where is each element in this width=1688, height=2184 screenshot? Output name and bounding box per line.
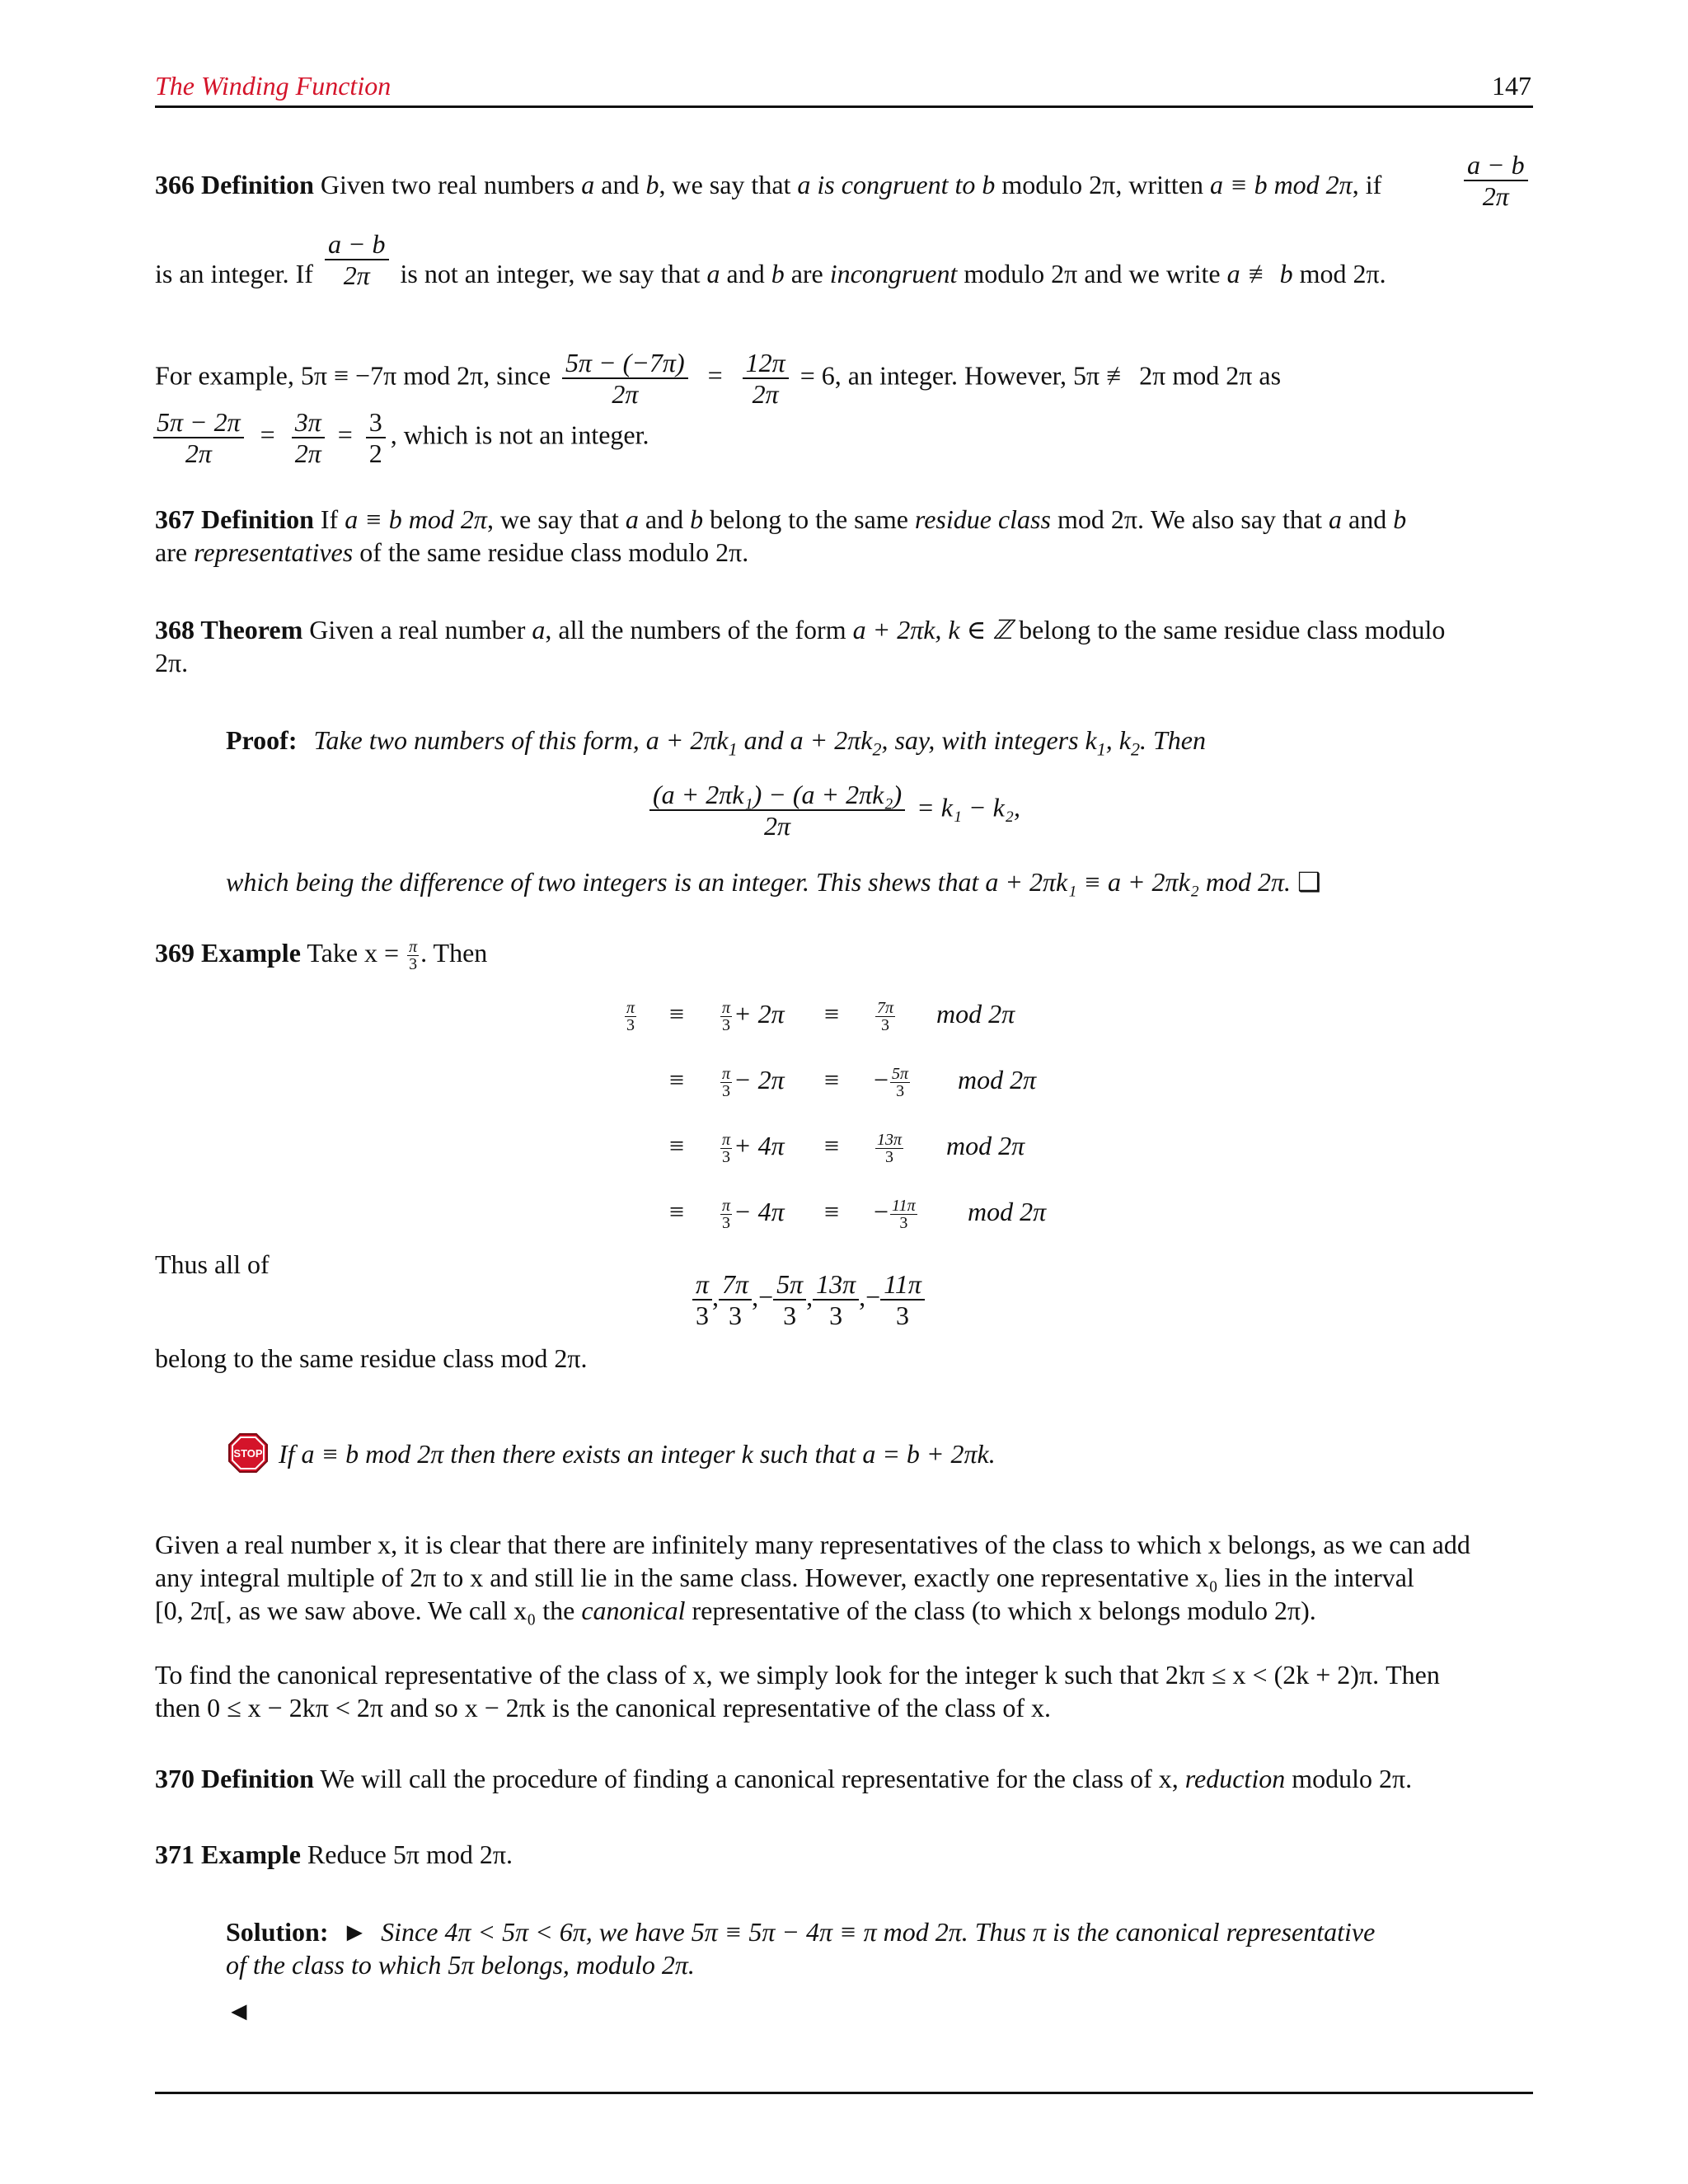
solution-label: Solution: [226, 1917, 329, 1947]
frac-denominator: 2π [1482, 181, 1509, 211]
frac-numerator: 11π [880, 1269, 925, 1301]
frac-denominator: 2π [343, 260, 370, 290]
def366-text: , we say that [659, 170, 798, 199]
equiv-sign: ≡ [669, 1197, 685, 1226]
eq-row-rhs [874, 1063, 912, 1099]
solution-text: of the class to which 5π belongs, modulo 2π. [226, 1950, 695, 1980]
eq-row-mod: mod 2π [936, 999, 1015, 1029]
comma: , [752, 1282, 759, 1312]
frac-denominator: 3 [899, 1214, 908, 1233]
proof-label: Proof: [226, 725, 298, 755]
var-b: b [645, 170, 659, 199]
frac-denominator: 3 [829, 1301, 843, 1330]
sign: − [865, 1282, 881, 1312]
frac-denominator: 3 [626, 1016, 635, 1035]
subscript: 1 [1096, 738, 1106, 760]
def367-label: 367 Definition [155, 504, 314, 534]
para1-line3 [155, 1594, 1316, 1627]
thm368-line1 [155, 613, 1445, 646]
triangle-left-icon: ◄ [226, 1996, 252, 2026]
proof-line1 [226, 724, 1206, 766]
frac-denominator: 2π [752, 379, 779, 409]
ex369-text: Take x = [300, 938, 406, 968]
frac-numerator: π [722, 1197, 731, 1216]
equals-sign: = [260, 419, 275, 450]
frac-numerator: 5π [773, 1269, 806, 1301]
frac-numerator: 12π [743, 348, 789, 379]
var-b: b [690, 504, 704, 534]
frac-numerator: (a + 2πk₁) − (a + 2πk₂) [649, 780, 905, 811]
example1-line2 [148, 407, 649, 468]
para1-line1: Given a real number x, it is clear that there are infinitely many representatives of the class to which x belongs, as we can add [155, 1530, 1470, 1559]
eq-row-mid [719, 1195, 785, 1231]
def366-label: 366 Definition [155, 170, 314, 199]
eq-row-rhs [874, 1129, 905, 1165]
frac-denominator: 3 [722, 1016, 731, 1035]
frac-numerator: π [722, 1131, 731, 1150]
example1-text: = 6, an integer. However, 5π ≢ 2π mod 2π as [799, 360, 1282, 391]
stop-sign-label: STOP [233, 1447, 263, 1460]
var-b: b [771, 259, 785, 288]
sign: − [758, 1282, 774, 1312]
def366-text: modulo 2π and we write [957, 259, 1227, 288]
frac-denominator: 2π [294, 438, 321, 468]
eq-row-rhs [874, 1195, 919, 1231]
def367-formula: a ≡ b mod 2π [345, 504, 487, 534]
frac-numerator: a − b [1464, 150, 1528, 181]
var-a: a [625, 504, 639, 534]
frac-denominator: 3 [696, 1301, 710, 1330]
def367-line2 [155, 536, 748, 569]
eq-row-mid-add: − 4π [734, 1197, 785, 1226]
def367-line1 [155, 503, 1406, 536]
equiv-sign: ≡ [824, 1197, 840, 1226]
proof-text-part: and a + 2πk [737, 725, 873, 755]
frac-denominator: 2π [764, 811, 791, 841]
def366-text: is an integer. If [155, 259, 313, 288]
def366-text: and [720, 259, 771, 288]
thm368-label: 368 Theorem [155, 615, 303, 644]
para2-line2: then 0 ≤ x − 2kπ < 2π and so x − 2πk is the canonical representative of the class of x. [155, 1693, 1052, 1722]
equiv-sign: ≡ [669, 1065, 685, 1094]
frac-numerator: 11π [892, 1197, 916, 1216]
eq-row-mod: mod 2π [958, 1065, 1037, 1094]
frac-numerator: 5π − (−7π) [562, 348, 688, 379]
residue-class-term: residue class [914, 504, 1051, 534]
reduction-term: reduction [1184, 1764, 1286, 1793]
def367-text: and [638, 504, 691, 534]
thm368-text: belong to the same residue class modulo [1012, 615, 1446, 644]
frac-denominator: 2 [368, 438, 382, 468]
running-header-title: The Winding Function [155, 71, 392, 101]
thm368-text: , all the numbers of the form [545, 615, 853, 644]
def367-text: of the same residue class modulo 2π. [353, 537, 749, 567]
eq-row-mid-add: + 2π [734, 999, 785, 1029]
comma: , [859, 1282, 866, 1312]
stop-note-text [279, 1437, 996, 1470]
thus-all-of: Thus all of [155, 1249, 270, 1279]
def366-text: , if [1352, 170, 1382, 199]
comma: , [806, 1282, 814, 1312]
equiv-sign: ≡ [824, 1131, 840, 1160]
eq-row-mid [719, 1063, 785, 1099]
thm368-line2: 2π. [155, 648, 189, 677]
frac-denominator: 3 [885, 1148, 894, 1167]
frac-numerator: 5π [892, 1065, 909, 1084]
proof-display-equation [645, 780, 1020, 841]
frac-denominator: 3 [783, 1301, 797, 1330]
frac-denominator: 3 [722, 1148, 731, 1167]
example1-line1 [155, 348, 1281, 409]
proof-conclusion-text: which being the difference of two integers is an integer. This shews that a + 2πk₁ ≡ a + 2πk₂ mod 2π. [226, 867, 1292, 897]
para2-line1: To find the canonical representative of the class of x, we simply look for the integer k such that 2kπ ≤ x < (2k + 2)π. Then [155, 1660, 1440, 1690]
thm368-text: Given a real number [302, 615, 532, 644]
eq-row-mid-add: + 4π [734, 1131, 785, 1160]
frac-numerator: π [409, 938, 418, 957]
congruent-phrase: a is congruent to b [797, 170, 996, 199]
sign: − [874, 1197, 889, 1226]
proof-text-part: Take two numbers of this form, a + 2πk [313, 725, 729, 755]
eq-row-mid-add: − 2π [734, 1065, 785, 1094]
frac-numerator: 7π [719, 1269, 752, 1301]
def367-text: belong to the same [703, 504, 915, 534]
var-b: b [1393, 504, 1407, 534]
equiv-sign: ≡ [669, 999, 685, 1029]
example1-text: For example, 5π ≡ −7π mod 2π, since [155, 360, 551, 391]
solution-line1 [226, 1915, 1375, 1948]
frac-numerator: π [692, 1269, 712, 1301]
def370-label: 370 Definition [155, 1764, 314, 1793]
example1-text: , which is not an integer. [390, 419, 649, 450]
eq-row-mid [719, 1129, 785, 1165]
stop-note-content: If a ≡ b mod 2π then there exists an integer k such that a = b + 2πk. [279, 1439, 996, 1469]
subscript: 2 [1130, 738, 1140, 760]
sign: − [874, 1065, 889, 1094]
frac-denominator: 3 [722, 1214, 731, 1233]
ex371-label: 371 Example [155, 1840, 301, 1869]
def367-text: and [1342, 504, 1394, 534]
frac-numerator: π [722, 1065, 731, 1084]
solution-text: Since 4π < 5π < 6π, we have 5π ≡ 5π − 4π ≡ π mod 2π. Thus π is the canonical representative [381, 1917, 1376, 1947]
eq-row-rhs [874, 997, 897, 1033]
eq-row-mod: mod 2π [946, 1131, 1025, 1160]
para1-text: representative of the class (to which x belongs modulo 2π). [685, 1596, 1316, 1625]
def366-formula: a ≡ b mod 2π [1209, 170, 1353, 199]
page-number: 147 [1492, 71, 1531, 101]
var-a: a [1329, 504, 1343, 534]
def367-text: are [155, 537, 195, 567]
ex369-line [155, 936, 487, 972]
frac-denominator: 3 [722, 1082, 731, 1101]
def366-line2 [155, 229, 1386, 290]
eq-row-mid [719, 997, 785, 1033]
var-a: a [706, 259, 720, 288]
def366-line1 [155, 168, 1381, 201]
ex371-line [155, 1838, 513, 1871]
equiv-sign: ≡ [669, 1131, 685, 1160]
qed-box-icon: ❑ [1297, 867, 1321, 897]
proof-text [313, 725, 1206, 760]
representatives-term: representatives [194, 537, 354, 567]
ex369-label: 369 Example [155, 938, 301, 968]
def366-formula: a ≢ b [1226, 259, 1293, 288]
belong-line: belong to the same residue class mod 2π. [155, 1343, 588, 1373]
frac-numerator: π [626, 999, 635, 1018]
frac-numerator: a − b [325, 229, 389, 260]
eq-row-mod: mod 2π [968, 1197, 1047, 1226]
frac-denominator: 2π [185, 438, 212, 468]
solution-line2 [226, 1948, 695, 1981]
thm368-formula: a + 2πk, k ∈ ℤ [852, 615, 1013, 644]
frac-numerator: 3π [292, 407, 325, 438]
incongruent-term: incongruent [829, 259, 958, 288]
frac-denominator: 2π [612, 379, 639, 409]
frac-numerator: 3 [366, 407, 386, 438]
def366-text: mod 2π. [1292, 259, 1386, 288]
def366-text: Given two real numbers [320, 170, 582, 199]
eq-row-lhs [623, 997, 638, 1033]
def366-text: is not an integer, we say that [400, 259, 707, 288]
def370-text: We will call the procedure of finding a canonical representative for the class of x, [313, 1764, 1185, 1793]
subscript: 1 [728, 738, 738, 760]
def367-text: If [313, 504, 345, 534]
frac-denominator: 3 [896, 1082, 905, 1101]
equiv-sign: ≡ [824, 1065, 840, 1094]
def366-text: modulo 2π, written [995, 170, 1210, 199]
comma: , [712, 1282, 720, 1312]
def367-text: , we say that [486, 504, 626, 534]
proof-text-part: . Then [1139, 725, 1206, 755]
frac-numerator: π [722, 999, 731, 1018]
frac-numerator: 13π [877, 1131, 903, 1150]
triangle-right-icon: ► [341, 1917, 368, 1947]
equiv-sign: ≡ [824, 999, 840, 1029]
subscript: 2 [872, 738, 882, 760]
var-a: a [532, 615, 546, 644]
proof-result: = k₁ − k₂, [917, 792, 1020, 823]
frac-numerator: 7π [877, 999, 894, 1018]
proof-text-part: , k [1105, 725, 1131, 755]
def370-line [155, 1762, 1412, 1795]
equals-sign: = [707, 360, 723, 391]
proof-conclusion [226, 865, 1321, 898]
header-rule [155, 105, 1533, 108]
frac-denominator: 3 [896, 1301, 910, 1330]
frac-numerator: 5π − 2π [153, 407, 244, 438]
def367-text: mod 2π. We also say that [1050, 504, 1329, 534]
frac-numerator: 13π [813, 1269, 859, 1301]
para1-line2: any integral multiple of 2π to x and still lie in the same class. However, exactly one representative x₀ lies in the interval [155, 1563, 1414, 1592]
frac-denominator: 3 [881, 1016, 890, 1035]
def366-text: and [594, 170, 646, 199]
var-a: a [581, 170, 595, 199]
canonical-term: canonical [581, 1596, 686, 1625]
def366-text: are [784, 259, 830, 288]
proof-text-part: , say, with integers k [881, 725, 1097, 755]
def366-fraction-1 [1459, 150, 1533, 211]
def370-text: modulo 2π. [1285, 1764, 1413, 1793]
para1-text: [0, 2π[, as we saw above. We call x₀ the [155, 1596, 582, 1625]
equals-sign: = [337, 419, 353, 450]
ex371-text: Reduce 5π mod 2π. [300, 1840, 513, 1869]
ex369-text: . Then [420, 938, 488, 968]
frac-denominator: 3 [729, 1301, 743, 1330]
stop-sign-icon [227, 1432, 269, 1474]
residue-list [692, 1269, 925, 1330]
footer-rule [155, 2092, 1533, 2094]
frac-denominator: 3 [409, 955, 418, 974]
